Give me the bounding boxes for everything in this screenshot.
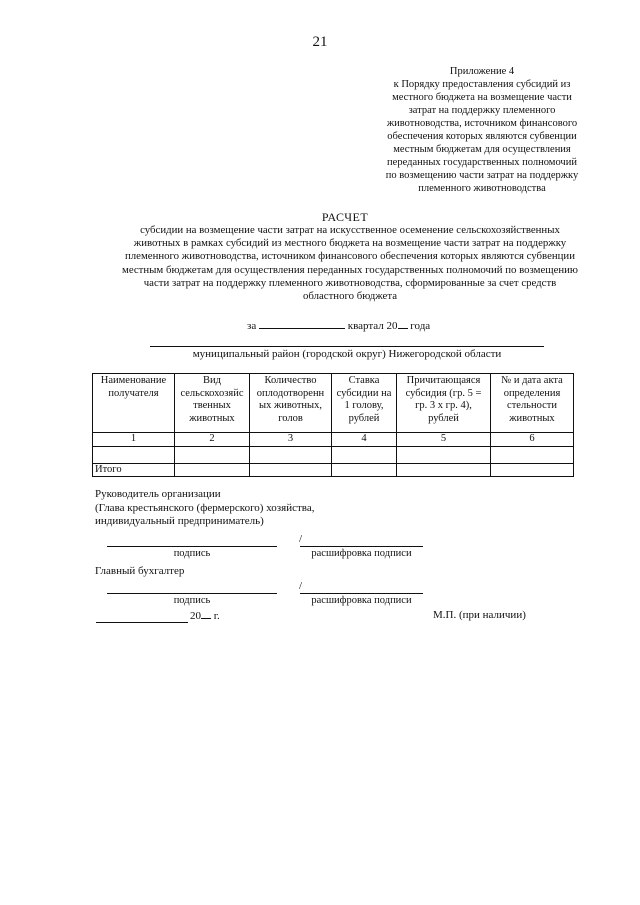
appendix-line: животноводства, источником финансового [386,118,578,129]
year-blank[interactable] [398,319,408,329]
table-cell[interactable] [491,446,574,463]
table-cell[interactable] [93,446,175,463]
column-number: 6 [491,433,574,447]
subtitle-line: животных в рамках субсидий из местного бюджета на возмещение части затрат на поддержку [133,237,567,250]
subtitle-line: племенного животноводства, источником финансового обеспечения которых являются субвенции [124,250,575,263]
head-line: (Глава крестьянского (фермерского) хозяйства, [95,501,315,514]
municipality-caption: муниципальный район (городской округ) Нижегородской области [192,348,502,360]
decode-caption: расшифровка подписи [311,548,412,559]
appendix-line: местным бюджетам для осуществления [393,144,571,155]
page-number: 21 [312,34,328,50]
period-prefix: за [247,320,257,332]
date-year-prefix: 20 [190,610,201,622]
total-label: Итого [93,463,175,477]
quarter-blank[interactable] [259,319,345,329]
header-cell: Ставка субсидии на 1 голову, рублей [332,374,397,433]
appendix-line: к Порядку предоставления субсидий из [393,79,571,90]
subsidy-table [92,373,574,477]
table-cell[interactable] [397,446,491,463]
column-number: 3 [250,433,332,447]
date-field [190,609,220,624]
year-blank[interactable] [201,609,211,619]
appendix-line: переданных государственных полномочий [387,157,577,168]
municipality-blank-line[interactable] [150,346,544,347]
table-cell[interactable] [250,463,332,477]
slash: / [299,580,303,592]
date-blank[interactable] [96,622,188,623]
signature-line[interactable] [107,546,277,547]
table-cell[interactable] [250,446,332,463]
head-of-organization [95,488,314,529]
table-row [93,446,574,463]
subtitle-line: субсидии на возмещение части затрат на искусственное осеменение сельскохозяйственных [140,224,560,236]
signature-caption: подпись [173,595,211,606]
document-subtitle [90,224,610,303]
head-line: Руководитель организации [95,488,221,500]
table-cell[interactable] [332,446,397,463]
header-cell: Количество оплодотворенн ых животных, голов [250,374,332,433]
subtitle-line: местным бюджетам для осуществления переданных государственных полномочий по возмещению [122,263,578,276]
signature-line[interactable] [107,593,277,594]
column-number: 4 [332,433,397,447]
appendix-line: местного бюджета на возмещение части [392,92,572,103]
appendix-block [362,65,602,195]
appendix-line: обеспечения которых являются субвенции [387,131,577,142]
subtitle-line: части затрат на поддержку племенного животноводства, сформированные за счет средств [143,276,557,289]
table-cell[interactable] [175,463,250,477]
header-cell: Наименование получателя [93,374,175,433]
appendix-line: по возмещению части затрат на поддержку [385,170,579,181]
table-cell[interactable] [491,463,574,477]
subtitle-line: областного бюджета [302,290,397,303]
chief-accountant-label: Главный бухгалтер [95,565,185,577]
column-number-row [93,433,574,447]
header-cell: Вид сельскохозяйс твенных животных [175,374,250,433]
stamp-label: М.П. (при наличии) [433,609,526,621]
period-middle: квартал 20 [347,320,398,332]
decode-caption: расшифровка подписи [311,595,412,606]
table-cell[interactable] [397,463,491,477]
table-cell[interactable] [175,446,250,463]
appendix-line: затрат на поддержку племенного [408,105,556,116]
column-number: 2 [175,433,250,447]
date-suffix: г. [213,610,220,622]
column-number: 1 [93,433,175,447]
header-cell: Причитающаяся субсидия (гр. 5 = гр. 3 х гр. 4), рублей [397,374,491,433]
slash: / [299,533,303,545]
decode-line[interactable] [300,593,423,594]
header-cell: № и дата акта определения стельности животных [491,374,574,433]
signature-caption: подпись [173,548,211,559]
total-row [93,463,574,477]
table-cell[interactable] [332,463,397,477]
appendix-title: Приложение 4 [449,66,515,77]
document-title: РАСЧЕТ [321,210,369,224]
column-number: 5 [397,433,491,447]
appendix-line: племенного животноводства [418,183,546,194]
period-line [247,319,430,332]
decode-line[interactable] [300,546,423,547]
head-line: индивидуальный предприниматель) [95,515,264,527]
table-header-row [93,374,574,433]
period-suffix: года [410,320,431,332]
